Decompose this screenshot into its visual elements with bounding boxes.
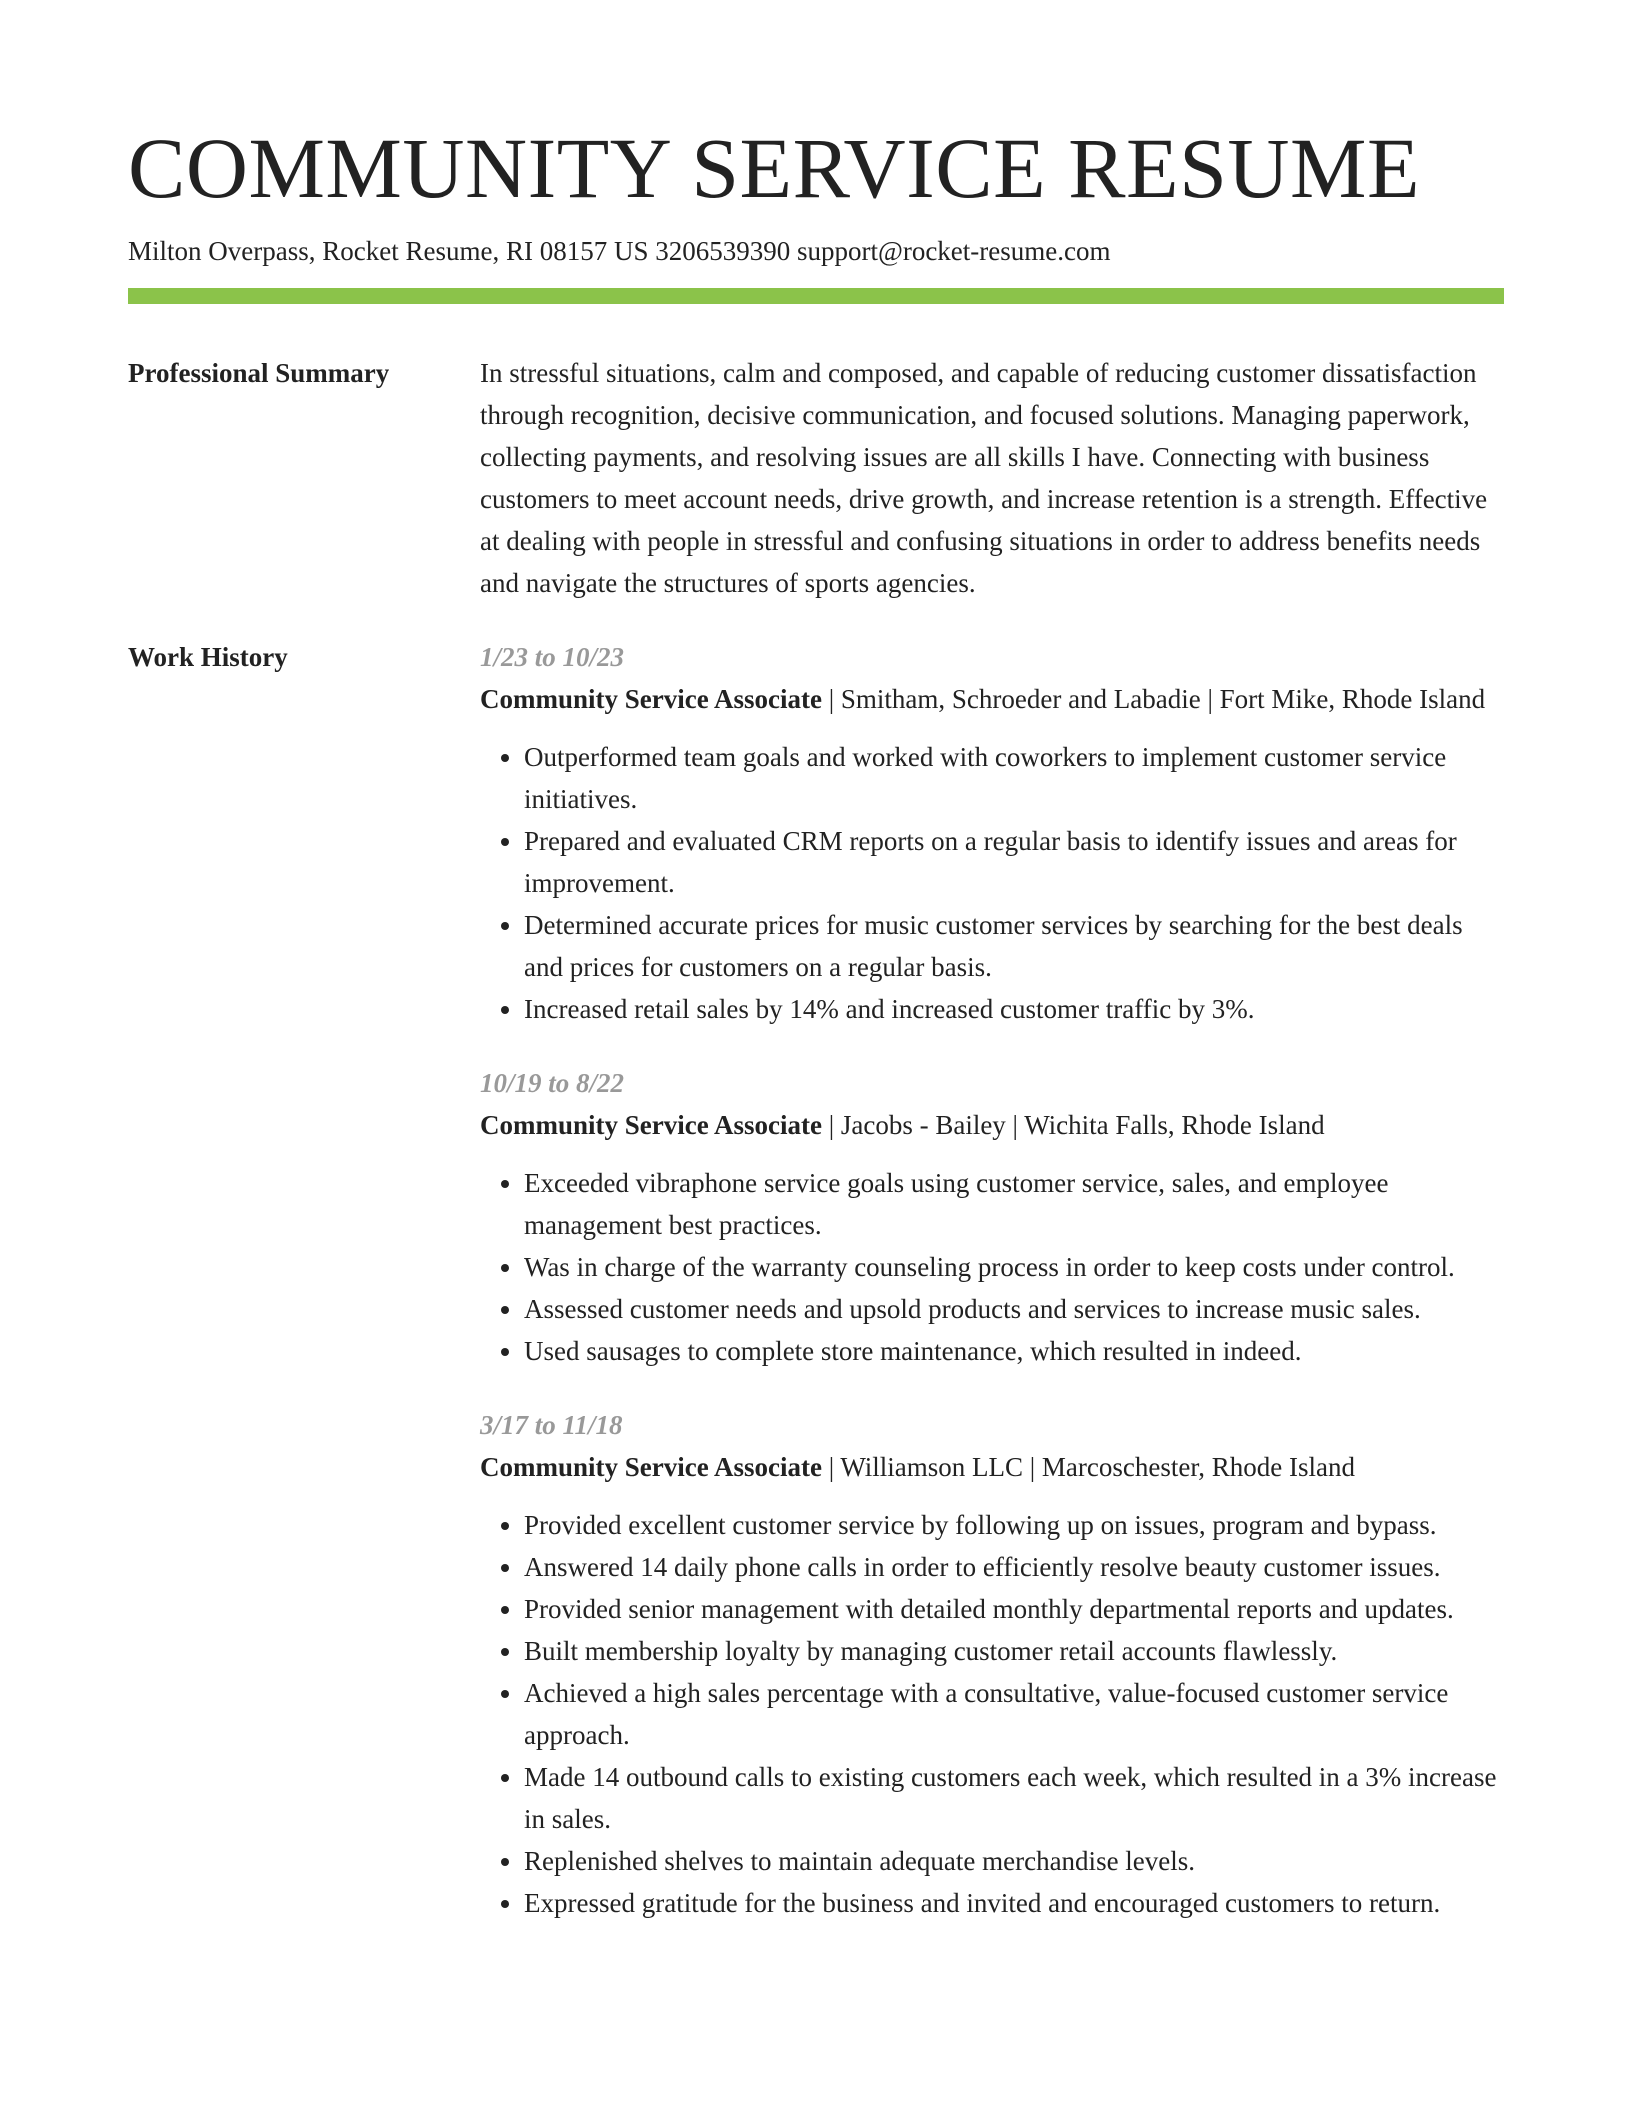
job-dates: 10/19 to 8/22: [480, 1068, 625, 1098]
job-duty: • Built membership loyalty by managing customer retail accounts flawlessly.: [524, 1630, 1504, 1672]
job-role: Community Service Associate: [480, 684, 822, 714]
job-role: Community Service Associate: [480, 1452, 822, 1482]
job-duty: • Assessed customer needs and upsold products and services to increase music sales.: [524, 1288, 1504, 1330]
contact-line: [128, 234, 1504, 268]
job-details: | Jacobs - Bailey | Wichita Falls, Rhode Island: [821, 1110, 1325, 1140]
job-duties: [480, 1162, 1504, 1372]
job-duty: • Used sausages to complete store maintenance, which resulted in indeed.: [524, 1330, 1504, 1372]
header-divider: [128, 288, 1504, 304]
job-details: | Williamson LLC | Marcoschester, Rhode Island: [821, 1452, 1355, 1482]
job-duty: • Exceeded vibraphone service goals using customer service, sales, and employee management best practices.: [524, 1162, 1504, 1246]
contact-address: Milton Overpass, Rocket Resume, RI 08157 US: [128, 236, 649, 266]
job-dates: 1/23 to 10/23: [480, 642, 625, 672]
job-duties: [480, 1504, 1504, 1924]
contact-email: support@rocket-resume.com: [796, 236, 1111, 266]
job-duty: • Increased retail sales by 14% and increased customer traffic by 3%.: [524, 988, 1504, 1030]
job-duty: • Achieved a high sales percentage with a consultative, value-focused customer service approach.: [524, 1672, 1504, 1756]
resume-title: COMMUNITY SERVICE RESUME: [128, 120, 1421, 216]
contact-phone: 3206539390: [655, 236, 791, 266]
work-history-section: [128, 636, 1504, 1924]
job-role: Community Service Associate: [480, 1110, 822, 1140]
resume-page: [128, 118, 1504, 1924]
job-entry: [480, 1062, 1504, 1372]
summary-body: [480, 352, 1504, 604]
job-heading: [480, 1446, 1504, 1488]
work-history-body: [480, 636, 1504, 1924]
job-entry: [480, 636, 1504, 1030]
job-entry: [480, 1404, 1504, 1924]
job-duty: • Made 14 outbound calls to existing customers each week, which resulted in a 3% increase in sales.: [524, 1756, 1504, 1840]
job-heading: [480, 1104, 1504, 1146]
job-duty: • Was in charge of the warranty counseling process in order to keep costs under control.: [524, 1246, 1504, 1288]
job-dates: 3/17 to 11/18: [480, 1410, 623, 1440]
summary-label: Professional Summary: [128, 358, 390, 388]
job-details: | Smitham, Schroeder and Labadie | Fort Mike, Rhode Island: [821, 684, 1486, 714]
job-duty: • Determined accurate prices for music customer services by searching for the best deals and prices for customers on a regular basis.: [524, 904, 1504, 988]
summary-text: In stressful situations, calm and composed, and capable of reducing customer dissatisfaction through recognition, decisive communication, and focused solutions. Managing paperwork, collecting payments, and resolving issues are all skills I have. Connecting with business customers to meet account needs, drive growth, and increase retention is a strength. Effective at dealing with people in stressful and confusing situations in order to address benefits needs and navigate the structures of sports agencies.: [480, 358, 1488, 598]
job-duty: • Expressed gratitude for the business and invited and encouraged customers to return.: [524, 1882, 1504, 1924]
job-duty: • Answered 14 daily phone calls in order to efficiently resolve beauty customer issues.: [524, 1546, 1504, 1588]
job-duty: • Provided excellent customer service by following up on issues, program and bypass.: [524, 1504, 1504, 1546]
job-heading: [480, 678, 1504, 720]
job-duty: • Provided senior management with detailed monthly departmental reports and updates.: [524, 1588, 1504, 1630]
work-history-label: Work History: [128, 642, 288, 672]
job-duty: • Prepared and evaluated CRM reports on a regular basis to identify issues and areas for improvement.: [524, 820, 1504, 904]
job-duties: [480, 736, 1504, 1030]
summary-section: [128, 352, 1504, 604]
job-duty: • Replenished shelves to maintain adequate merchandise levels.: [524, 1840, 1504, 1882]
job-duty: • Outperformed team goals and worked with coworkers to implement customer service initiatives.: [524, 736, 1504, 820]
